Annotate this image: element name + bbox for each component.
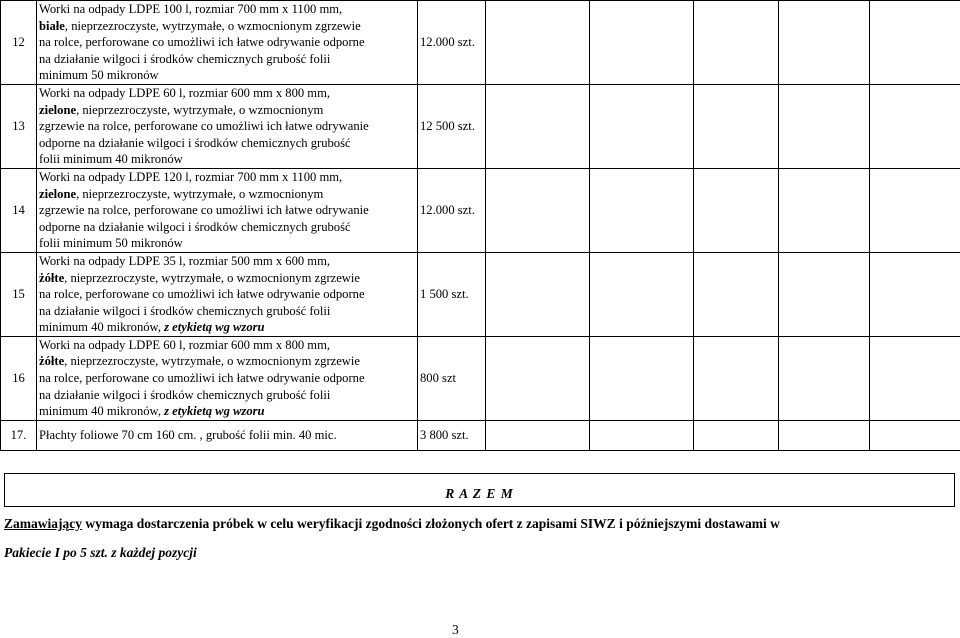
color-emphasis: zielone xyxy=(39,103,76,117)
item-number: 17. xyxy=(1,420,37,450)
description-text: na działanie wilgoci i środków chemicznych grubość folii xyxy=(39,388,330,402)
description-text: Płachty foliowe 70 cm 160 cm. , grubość folii min. 40 mic. xyxy=(39,428,337,442)
description-line xyxy=(39,118,415,135)
description-line xyxy=(39,303,415,320)
item-number: 14 xyxy=(1,168,37,252)
table-row xyxy=(1,84,960,168)
empty-cell xyxy=(590,84,694,168)
item-quantity: 3 800 szt. xyxy=(418,420,486,450)
empty-cell xyxy=(779,84,870,168)
empty-cell xyxy=(590,1,694,85)
label-requirement: z etykietą wg wzoru xyxy=(164,320,264,334)
description-line xyxy=(39,219,415,236)
item-number: 12 xyxy=(1,1,37,85)
description-text: Worki na odpady LDPE 60 l, rozmiar 600 mm x 800 mm, xyxy=(39,86,330,100)
empty-cell xyxy=(486,84,590,168)
description-line xyxy=(39,337,415,354)
item-description xyxy=(37,252,418,336)
description-line xyxy=(39,186,415,203)
empty-cell xyxy=(870,420,960,450)
description-text: na rolce, perforowane co umożliwi ich łatwe odrywanie odporne xyxy=(39,35,365,49)
item-number: 15 xyxy=(1,252,37,336)
empty-cell xyxy=(486,420,590,450)
description-text: , nieprzezroczyste, wytrzymałe, o wzmocnionym zgrzewie xyxy=(65,19,361,33)
description-text: zgrzewie na rolce, perforowane co umożliwi ich łatwe odrywanie xyxy=(39,119,369,133)
description-text: Worki na odpady LDPE 35 l, rozmiar 500 mm x 600 mm, xyxy=(39,254,330,268)
table-row xyxy=(1,420,960,450)
description-line xyxy=(39,387,415,404)
description-text: na działanie wilgoci i środków chemicznych grubość folii xyxy=(39,304,330,318)
description-line xyxy=(39,427,415,444)
item-quantity: 1 500 szt. xyxy=(418,252,486,336)
empty-cell xyxy=(694,1,779,85)
empty-cell xyxy=(694,252,779,336)
description-line xyxy=(39,235,415,252)
description-line xyxy=(39,370,415,387)
color-emphasis: żółte xyxy=(39,354,64,368)
description-text: , nieprzezroczyste, wytrzymałe, o wzmocnionym xyxy=(76,103,323,117)
description-line xyxy=(39,403,415,420)
description-text: na rolce, perforowane co umożliwi ich łatwe odrywanie odporne xyxy=(39,371,365,385)
empty-cell xyxy=(779,336,870,420)
item-quantity: 12.000 szt. xyxy=(418,1,486,85)
empty-cell xyxy=(486,252,590,336)
empty-cell xyxy=(870,336,960,420)
description-text: Worki na odpady LDPE 60 l, rozmiar 600 mm x 800 mm, xyxy=(39,338,330,352)
table-row xyxy=(1,336,960,420)
empty-cell xyxy=(590,168,694,252)
color-emphasis: białe xyxy=(39,19,65,33)
empty-cell xyxy=(486,1,590,85)
empty-cell xyxy=(870,1,960,85)
total-row xyxy=(4,473,955,507)
table-row xyxy=(1,252,960,336)
description-line xyxy=(39,319,415,336)
description-line xyxy=(39,270,415,287)
empty-cell xyxy=(694,84,779,168)
description-text: zgrzewie na rolce, perforowane co umożliwi ich łatwe odrywanie xyxy=(39,203,369,217)
description-text: odporne na działanie wilgoci i środków chemicznych grubość xyxy=(39,220,351,234)
empty-cell xyxy=(486,336,590,420)
item-number: 16 xyxy=(1,336,37,420)
samples-requirement-text: wymaga dostarczenia próbek w celu weryfikacji zgodności złożonych ofert z zapisami SIWZ i późniejszymi dostawami w xyxy=(82,516,780,531)
description-text: Worki na odpady LDPE 100 l, rozmiar 700 mm x 1100 mm, xyxy=(39,2,342,16)
description-line xyxy=(39,34,415,51)
description-text: na rolce, perforowane co umożliwi ich łatwe odrywanie odporne xyxy=(39,287,365,301)
empty-cell xyxy=(694,336,779,420)
empty-cell xyxy=(870,168,960,252)
description-line xyxy=(39,67,415,84)
color-emphasis: zielone xyxy=(39,187,76,201)
description-text: , nieprzezroczyste, wytrzymałe, o wzmocnionym zgrzewie xyxy=(64,271,360,285)
item-description xyxy=(37,84,418,168)
description-line xyxy=(39,102,415,119)
item-description xyxy=(37,420,418,450)
description-line xyxy=(39,151,415,168)
item-description xyxy=(37,1,418,85)
item-quantity: 12 500 szt. xyxy=(418,84,486,168)
item-quantity: 800 szt xyxy=(418,336,486,420)
description-line xyxy=(39,286,415,303)
empty-cell xyxy=(779,1,870,85)
description-text: minimum 40 mikronów, xyxy=(39,320,164,334)
description-line xyxy=(39,202,415,219)
description-text: Worki na odpady LDPE 120 l, rozmiar 700 mm x 1100 mm, xyxy=(39,170,342,184)
color-emphasis: żółte xyxy=(39,271,64,285)
samples-requirement-subject: Zamawiający xyxy=(4,516,82,531)
description-text: na działanie wilgoci i środków chemicznych grubość folii xyxy=(39,52,330,66)
description-text: odporne na działanie wilgoci i środków chemicznych grubość xyxy=(39,136,351,150)
empty-cell xyxy=(694,168,779,252)
description-text: , nieprzezroczyste, wytrzymałe, o wzmocnionym xyxy=(76,187,323,201)
empty-cell xyxy=(590,420,694,450)
label-requirement: z etykietą wg wzoru xyxy=(164,404,264,418)
samples-quantity-note: Pakiecie I po 5 szt. z każdej pozycji xyxy=(4,545,197,561)
empty-cell xyxy=(870,84,960,168)
item-description xyxy=(37,336,418,420)
empty-cell xyxy=(486,168,590,252)
description-line xyxy=(39,51,415,68)
empty-cell xyxy=(779,252,870,336)
description-line xyxy=(39,253,415,270)
description-text: minimum 40 mikronów, xyxy=(39,404,164,418)
description-line xyxy=(39,18,415,35)
description-line xyxy=(39,353,415,370)
empty-cell xyxy=(590,336,694,420)
description-text: , nieprzezroczyste, wytrzymałe, o wzmocnionym zgrzewie xyxy=(64,354,360,368)
description-text: minimum 50 mikronów xyxy=(39,68,159,82)
description-line xyxy=(39,169,415,186)
samples-requirement-note xyxy=(4,516,780,532)
description-line xyxy=(39,85,415,102)
empty-cell xyxy=(590,252,694,336)
empty-cell xyxy=(779,420,870,450)
item-number: 13 xyxy=(1,84,37,168)
page-number: 3 xyxy=(452,622,459,638)
total-label: R A Z E M xyxy=(5,486,954,502)
empty-cell xyxy=(694,420,779,450)
item-description xyxy=(37,168,418,252)
empty-cell xyxy=(870,252,960,336)
empty-cell xyxy=(779,168,870,252)
item-quantity: 12.000 szt. xyxy=(418,168,486,252)
description-text: folii minimum 40 mikronów xyxy=(39,152,183,166)
description-text: folii minimum 50 mikronów xyxy=(39,236,183,250)
description-line xyxy=(39,135,415,152)
description-line xyxy=(39,1,415,18)
table-row xyxy=(1,1,960,85)
table-row xyxy=(1,168,960,252)
